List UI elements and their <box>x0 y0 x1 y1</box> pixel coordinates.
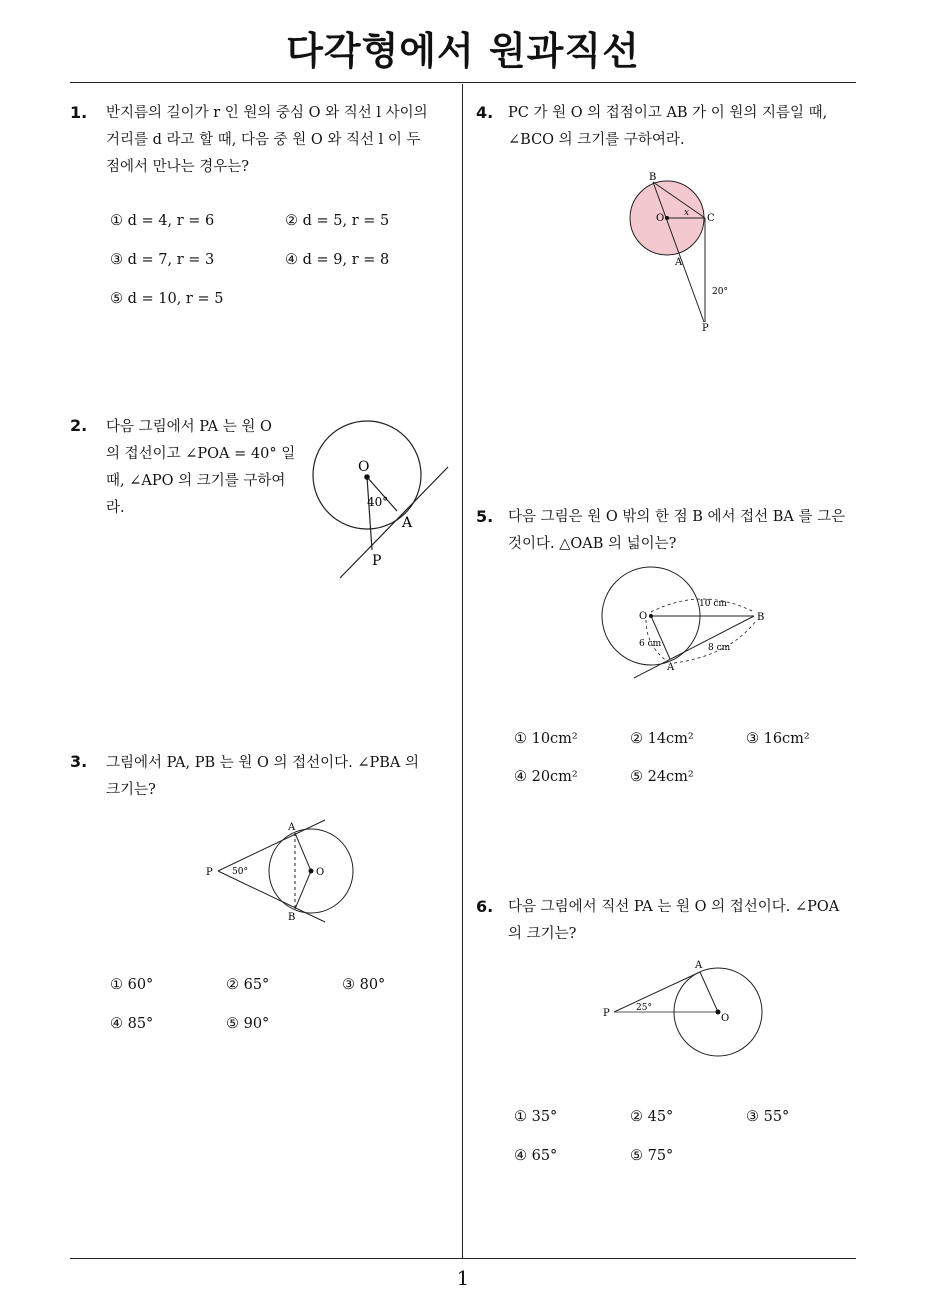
label-a: A <box>667 662 675 673</box>
figure-q3 <box>200 818 360 928</box>
label-a: A <box>288 822 296 833</box>
answer-option[interactable]: ② d = 5, r = 5 <box>285 213 390 229</box>
answer-option[interactable]: ③ 80° <box>342 977 386 993</box>
answer-option[interactable]: ⑤ 24cm² <box>630 769 694 785</box>
label-p: P <box>603 1008 610 1019</box>
question-number: 3. <box>70 752 88 771</box>
label-x: x <box>684 208 690 218</box>
question-text: 다음 그림에서 PA 는 원 O 의 접선이고 ∠POA = 40° 일 때, ∠APO 의 크기를 구하여 라. <box>106 419 296 516</box>
question-text: PC 가 원 O 의 접점이고 AB 가 이 원의 지름일 때, ∠BCO 의 크기를 구하여라. <box>508 105 828 148</box>
label-a: A <box>695 960 703 971</box>
answer-option[interactable]: ⑤ 90° <box>226 1016 270 1032</box>
label-p: P <box>372 553 382 569</box>
page-title: 다각형에서 원과직선 <box>286 29 640 73</box>
question-number: 2. <box>70 416 88 435</box>
figure-q2 <box>300 415 460 585</box>
label-b: B <box>288 912 296 923</box>
question-text: 반지름의 길이가 r 인 원의 중심 O 와 직선 l 사이의 거리를 d 라고 할 때, 다음 중 원 O 와 직선 l 이 두 점에서 만나는 경우는? <box>106 105 428 175</box>
question-number: 6. <box>476 897 494 916</box>
answer-option[interactable]: ② 45° <box>630 1109 674 1125</box>
column-divider <box>462 84 463 1258</box>
label-o: O <box>316 867 325 878</box>
answer-option[interactable]: ① 35° <box>514 1109 558 1125</box>
question-text: 다음 그림은 원 O 밖의 한 점 B 에서 접선 BA 를 그은 것이다. △OAB 의 넓이는? <box>508 509 846 552</box>
angle-label: 20° <box>712 287 728 297</box>
angle-label: 50° <box>232 867 248 877</box>
top-rule <box>70 82 856 83</box>
label-a: A <box>675 257 683 268</box>
length-oa: 6 cm <box>639 639 662 649</box>
label-b: B <box>757 612 765 623</box>
label-o: O <box>656 213 665 224</box>
answer-option[interactable]: ① 10cm² <box>514 731 578 747</box>
answer-option[interactable]: ② 65° <box>226 977 270 993</box>
length-ob: 10 cm <box>699 599 727 609</box>
answer-option[interactable]: ② 14cm² <box>630 731 694 747</box>
question-text: 그림에서 PA, PB 는 원 O 의 접선이다. ∠PBA 의 크기는? <box>106 755 420 798</box>
answer-option[interactable]: ③ 55° <box>746 1109 790 1125</box>
label-p: P <box>206 867 213 878</box>
answer-option[interactable]: ④ 65° <box>514 1148 558 1164</box>
page-number: 1 <box>456 1266 470 1290</box>
answer-option[interactable]: ① 60° <box>110 977 154 993</box>
label-o: O <box>639 611 648 622</box>
question-number: 5. <box>476 507 494 526</box>
answer-option[interactable]: ④ 20cm² <box>514 769 578 785</box>
figure-q6 <box>600 955 760 1060</box>
label-c: C <box>707 213 715 224</box>
label-b: B <box>649 172 657 183</box>
bottom-rule <box>70 1258 856 1259</box>
figure-q5 <box>598 566 778 686</box>
answer-option[interactable]: ⑤ 75° <box>630 1148 674 1164</box>
label-o: O <box>358 459 370 475</box>
answer-option[interactable]: ③ 16cm² <box>746 731 810 747</box>
question-number: 1. <box>70 103 88 122</box>
figure-q4 <box>620 168 750 338</box>
answer-option[interactable]: ⑤ d = 10, r = 5 <box>110 291 224 307</box>
label-a: A <box>402 515 413 531</box>
length-ab: 8 cm <box>708 643 731 653</box>
answer-option[interactable]: ① d = 4, r = 6 <box>110 213 215 229</box>
label-o: O <box>721 1013 730 1024</box>
question-number: 4. <box>476 103 494 122</box>
answer-option[interactable]: ④ d = 9, r = 8 <box>285 252 390 268</box>
label-p: P <box>702 323 709 334</box>
angle-label: 40° <box>367 495 389 509</box>
angle-label: 25° <box>636 1003 652 1013</box>
answer-option[interactable]: ③ d = 7, r = 3 <box>110 252 215 268</box>
answer-option[interactable]: ④ 85° <box>110 1016 154 1032</box>
question-text: 다음 그림에서 직선 PA 는 원 O 의 접선이다. ∠POA 의 크기는? <box>508 899 840 942</box>
